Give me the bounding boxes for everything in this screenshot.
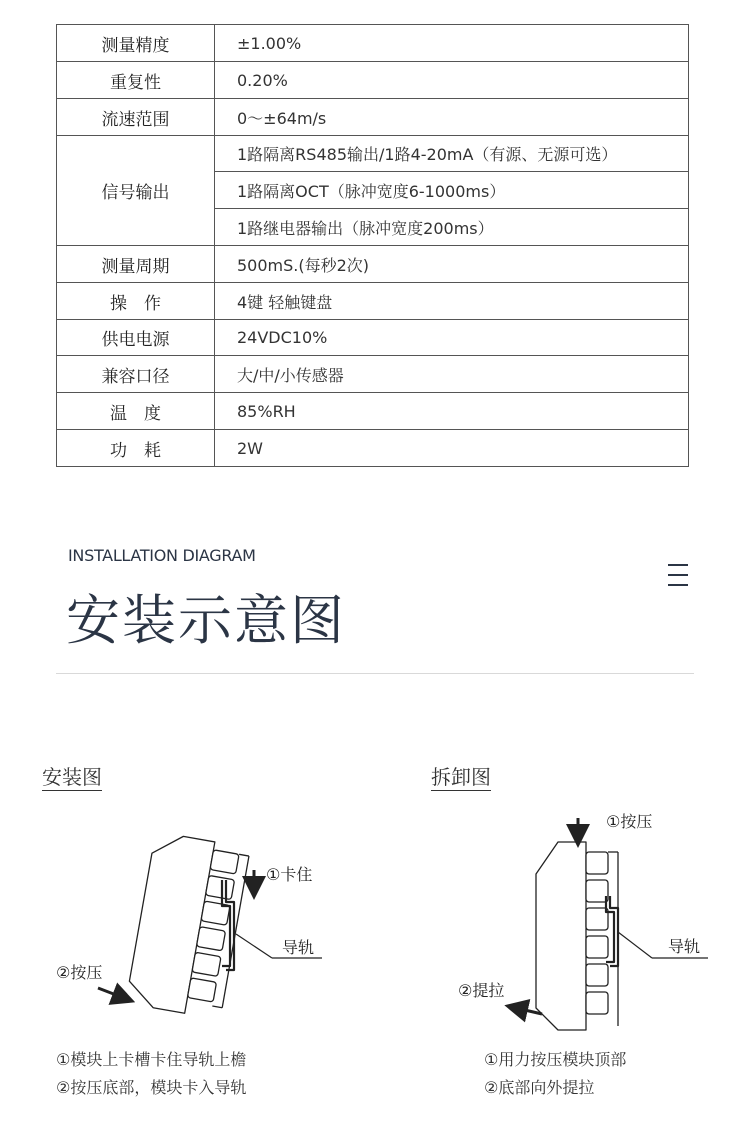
spec-value: 0.20% (215, 62, 689, 99)
spec-key: 重复性 (57, 62, 215, 99)
spec-value: 1路继电器输出（脉冲宽度200ms） (215, 209, 689, 246)
spec-value: 2W (215, 430, 689, 467)
install-rail-label: 导轨 (282, 938, 315, 957)
install-clip-label: ①卡住 (266, 865, 313, 884)
install-step-1: ①模块上卡槽卡住导轨上檐 (56, 1050, 247, 1069)
remove-press-label: ①按压 (606, 812, 653, 831)
spec-value: 24VDC10% (215, 320, 689, 356)
section-title: 安装示意图 (66, 589, 346, 652)
remove-lift-label: ②提拉 (458, 981, 505, 1000)
install-diagram-title: 安装图 (42, 765, 102, 789)
spec-value: 1路隔离OCT（脉冲宽度6-1000ms） (215, 172, 689, 209)
spec-key: 测量精度 (57, 25, 215, 62)
remove-rail-label: 导轨 (668, 937, 701, 956)
spec-key: 兼容口径 (57, 356, 215, 393)
install-module-drawing (126, 832, 251, 1020)
install-press-label: ②按压 (56, 963, 103, 982)
spec-key: 温 度 (57, 393, 215, 430)
spec-key: 供电电源 (57, 320, 215, 356)
spec-value: 500mS.(每秒2次) (215, 246, 689, 283)
spec-value: 大/中/小传感器 (215, 356, 689, 393)
remove-step-1: ①用力按压模块顶部 (484, 1050, 627, 1069)
spec-value: 85%RH (215, 393, 689, 430)
push-arrow-icon (98, 988, 124, 998)
spec-value: 0～±64m/s (215, 99, 689, 136)
remove-module-drawing (536, 842, 618, 1030)
spec-value: 4键 轻触键盘 (215, 283, 689, 320)
install-step-2: ②按压底部，模块卡入导轨 (56, 1078, 247, 1097)
section-subtitle: INSTALLATION DIAGRAM (68, 546, 256, 565)
spec-key: 流速范围 (57, 99, 215, 136)
remove-step-2: ②底部向外提拉 (484, 1078, 595, 1097)
spec-value: 1路隔离RS485输出/1路4-20mA（有源、无源可选） (215, 136, 689, 172)
spec-key: 功 耗 (57, 430, 215, 467)
remove-diagram-title: 拆卸图 (431, 765, 491, 789)
spec-key: 测量周期 (57, 246, 215, 283)
spec-key: 操 作 (57, 283, 215, 320)
spec-value: ±1.00% (215, 25, 689, 62)
spec-key: 信号输出 (57, 136, 215, 246)
